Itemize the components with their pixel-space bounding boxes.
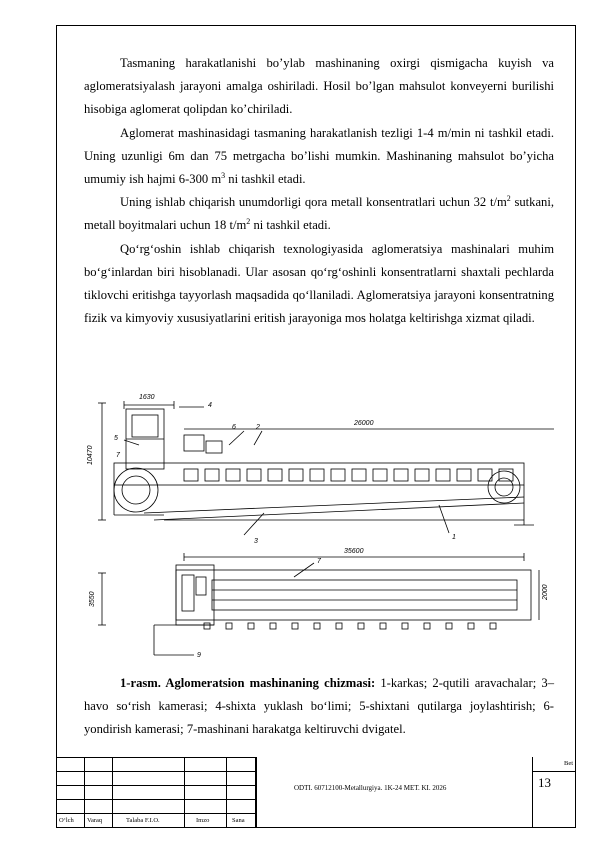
support-pad xyxy=(204,623,210,629)
machine-drawing xyxy=(84,385,554,670)
support-pad xyxy=(336,623,342,629)
label-5: 5 xyxy=(114,435,118,442)
label-3: 3 xyxy=(254,538,258,545)
belt-cell xyxy=(457,469,471,481)
dimension-1630: 1630 xyxy=(139,394,155,401)
label-9: 9 xyxy=(197,652,201,659)
title-block xyxy=(56,757,576,828)
support-pad xyxy=(314,623,320,629)
support-pad xyxy=(446,623,452,629)
label-2: 2 xyxy=(256,424,260,431)
belt-cell xyxy=(436,469,450,481)
belt-cell xyxy=(247,469,261,481)
belt-cell xyxy=(205,469,219,481)
support-pad xyxy=(424,623,430,629)
support-pad xyxy=(468,623,474,629)
stamp-bet: Bet xyxy=(564,760,574,767)
belt-cell xyxy=(331,469,345,481)
body-text xyxy=(84,52,554,330)
label-7: 7 xyxy=(116,452,120,459)
support-pad xyxy=(490,623,496,629)
figure-caption xyxy=(84,672,554,742)
support-pad xyxy=(358,623,364,629)
belt-cell xyxy=(415,469,429,481)
belt-cell xyxy=(184,469,198,481)
stamp-olch: O‘lch xyxy=(59,817,74,824)
belt-cell xyxy=(310,469,324,481)
label-7b: 7 xyxy=(317,558,321,565)
caption-text: 1-karkas; 2-qutili aravachalar; 3–havo so‘rish kamerasi; 4-shixta yuklash bo‘limi; 5-shixtani qutilarga joylashtirish; 6-yondirish kamerasi; 7-mashinani harakatga keltiruvchi dvigatel. xyxy=(84,676,554,737)
dimension-3550: 3550 xyxy=(89,591,96,607)
belt-cell xyxy=(289,469,303,481)
support-pad xyxy=(380,623,386,629)
stamp-talaba: Talaba F.I.O. xyxy=(126,817,160,824)
dimension-2000: 2000 xyxy=(542,584,549,600)
page-number: 13 xyxy=(538,775,551,790)
paragraph-1: Tasmaning harakatlanishi bo’ylab mashinaning oxirgi qismigacha kuyish va aglomeratsiyalash jarayoni amalga oshiriladi. Hosil bo’lgan mahsulot konveyerni burilishi hisobiga aglomerat qolipdan ko’chiriladi. xyxy=(84,56,554,117)
support-pad xyxy=(248,623,254,629)
dimension-10470: 10470 xyxy=(87,445,94,465)
belt-cell xyxy=(268,469,282,481)
support-pad xyxy=(270,623,276,629)
support-pad xyxy=(292,623,298,629)
paragraph-2: Aglomerat mashinasidagi tasmaning harakatlanish tezligi 1-4 m/min ni tashkil etadi. Uning uzunligi 6m dan 75 metrgacha bo’lishi mumkin. Mashinaning mahsulot bo’yicha umumiy ish hajmi 6-300 $m^3$ ni tashkil etadi. xyxy=(84,125,554,187)
label-4: 4 xyxy=(208,402,212,409)
label-1: 1 xyxy=(452,534,456,541)
label-6: 6 xyxy=(232,424,236,431)
belt-cell xyxy=(394,469,408,481)
dimension-35600: 35600 xyxy=(344,548,364,555)
belt-cell xyxy=(226,469,240,481)
stamp-imzo: Imzo xyxy=(196,817,210,824)
caption-title: 1-rasm. Aglomeratsion mashinaning chizmasi: xyxy=(120,676,376,690)
document-number: ODTI. 60712100-Metallurgiya. 1K-24 MET. KI. 2026 xyxy=(294,784,447,792)
paragraph-3: Uning ishlab chiqarish unumdorligi qora metall konsentratlari uchun 32 $t/m^2$ sutkani, metall boyitmalari uchun 18 $t/m^2$ ni tashkil etadi. xyxy=(84,194,554,233)
support-pad xyxy=(402,623,408,629)
stamp-varaq: Varaq xyxy=(87,817,103,824)
dimension-26000: 26000 xyxy=(354,420,374,427)
support-pad xyxy=(226,623,232,629)
paragraph-4: Qo‘rg‘oshin ishlab chiqarish texnologiyasida aglomeratsiya mashinalari muhim bo‘g‘inlardan biri hisoblanadi. Ular asosan qo‘rg‘oshinli konsentratlarni shaxtali pechlarda tiklovchi eritishga tayyorlash maqsadida qo‘llaniladi. Aglomeratsiya jarayoni konsentratning fizik va kimyoviy xususiyatlarini eritish jarayoniga mos holatga keltirishga xizmat qiladi. xyxy=(84,241,554,326)
belt-cell xyxy=(373,469,387,481)
stamp-sana: Sana xyxy=(232,817,245,824)
belt-cell xyxy=(352,469,366,481)
